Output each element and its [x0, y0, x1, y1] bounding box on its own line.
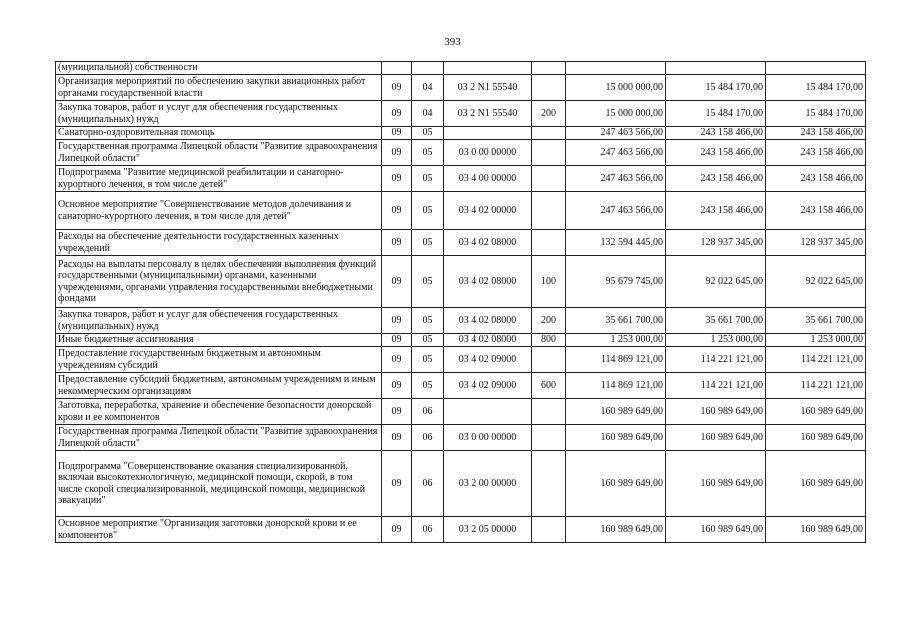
row-vr	[532, 140, 566, 166]
table-row	[56, 334, 866, 347]
row-sum-3: 160 989 649,00	[766, 517, 866, 543]
row-podrazdel: 05	[412, 166, 444, 192]
row-vr	[532, 62, 566, 75]
row-razdel	[382, 62, 412, 75]
row-sum-3: 243 158 466,00	[766, 166, 866, 192]
row-vr	[532, 127, 566, 140]
row-csr: 03 4 02 09000	[444, 373, 532, 399]
row-name: Заготовка, переработка, хранение и обеспечение безопасности донорской крови и ее компонентов	[56, 399, 382, 425]
row-sum-2: 1 253 000,00	[666, 334, 766, 347]
row-sum-1: 15 000 000,00	[566, 101, 666, 127]
row-sum-2: 35 661 700,00	[666, 308, 766, 334]
row-sum-1: 247 463 566,00	[566, 140, 666, 166]
row-sum-2: 114 221 121,00	[666, 347, 766, 373]
row-name: Закупка товаров, работ и услуг для обеспечения государственных (муниципальных) нужд	[56, 101, 382, 127]
table-row	[56, 373, 866, 399]
table-row	[56, 399, 866, 425]
row-sum-1: 160 989 649,00	[566, 451, 666, 517]
table-row	[56, 75, 866, 101]
row-sum-1: 247 463 566,00	[566, 192, 666, 230]
row-vr	[532, 399, 566, 425]
row-vr: 100	[532, 256, 566, 308]
row-sum-2: 15 484 170,00	[666, 101, 766, 127]
row-podrazdel: 04	[412, 101, 444, 127]
row-podrazdel: 05	[412, 127, 444, 140]
row-csr: 03 2 05 00000	[444, 517, 532, 543]
row-name: Подпрограмма "Развитие медицинской реабилитации и санаторно-курортного лечения, в том числе детей"	[56, 166, 382, 192]
row-name: Санаторно-оздоровительная помощь	[56, 127, 382, 140]
row-sum-1: 160 989 649,00	[566, 399, 666, 425]
row-podrazdel: 05	[412, 192, 444, 230]
row-csr: 03 4 02 08000	[444, 256, 532, 308]
row-sum-1	[566, 62, 666, 75]
row-csr: 03 2 N1 55540	[444, 75, 532, 101]
row-sum-2: 92 022 645,00	[666, 256, 766, 308]
row-name: Организация мероприятий по обеспечению закупки авиационных работ органами государственной власти	[56, 75, 382, 101]
row-razdel: 09	[382, 192, 412, 230]
table-row	[56, 101, 866, 127]
table-body	[56, 62, 866, 543]
row-sum-3: 1 253 000,00	[766, 334, 866, 347]
row-podrazdel: 06	[412, 517, 444, 543]
row-razdel: 09	[382, 75, 412, 101]
row-csr: 03 2 00 00000	[444, 451, 532, 517]
row-razdel: 09	[382, 166, 412, 192]
row-csr: 03 4 02 09000	[444, 347, 532, 373]
row-sum-1: 247 463 566,00	[566, 166, 666, 192]
row-podrazdel: 06	[412, 451, 444, 517]
table-row	[56, 127, 866, 140]
table-row	[56, 347, 866, 373]
row-razdel: 09	[382, 334, 412, 347]
row-razdel: 09	[382, 373, 412, 399]
row-sum-3: 243 158 466,00	[766, 192, 866, 230]
row-vr	[532, 230, 566, 256]
row-name: Предоставление субсидий бюджетным, автономным учреждениям и иным некоммерческим организациям	[56, 373, 382, 399]
row-vr	[532, 75, 566, 101]
row-name: Государственная программа Липецкой области "Развитие здравоохранения Липецкой области"	[56, 425, 382, 451]
row-razdel: 09	[382, 308, 412, 334]
row-sum-2: 15 484 170,00	[666, 75, 766, 101]
page-number: 393	[444, 36, 461, 48]
table-row	[56, 192, 866, 230]
row-sum-3: 160 989 649,00	[766, 425, 866, 451]
row-csr: 03 2 N1 55540	[444, 101, 532, 127]
row-sum-2: 160 989 649,00	[666, 451, 766, 517]
row-vr	[532, 166, 566, 192]
row-sum-1: 35 661 700,00	[566, 308, 666, 334]
budget-table	[55, 61, 866, 543]
row-name: Расходы на выплаты персоналу в целях обеспечения выполнения функций государственными (муниципальными) органами, казенными учреждениями, органами управления государственными внебюджетными фондами	[56, 256, 382, 308]
row-podrazdel: 05	[412, 140, 444, 166]
row-razdel: 09	[382, 399, 412, 425]
row-razdel: 09	[382, 230, 412, 256]
row-podrazdel: 06	[412, 425, 444, 451]
row-name: Основное мероприятие "Совершенствование методов долечивания и санаторно-курортного лечения, в том числе для детей"	[56, 192, 382, 230]
row-sum-3: 114 221 121,00	[766, 347, 866, 373]
row-razdel: 09	[382, 425, 412, 451]
row-vr	[532, 425, 566, 451]
row-razdel: 09	[382, 256, 412, 308]
row-vr: 200	[532, 308, 566, 334]
table-row	[56, 62, 866, 75]
row-podrazdel: 05	[412, 308, 444, 334]
row-podrazdel: 05	[412, 373, 444, 399]
row-vr	[532, 347, 566, 373]
row-sum-2: 114 221 121,00	[666, 373, 766, 399]
row-sum-2: 243 158 466,00	[666, 127, 766, 140]
row-csr: 03 4 02 08000	[444, 308, 532, 334]
row-podrazdel: 05	[412, 256, 444, 308]
row-sum-1: 1 253 000,00	[566, 334, 666, 347]
row-vr	[532, 451, 566, 517]
table-row	[56, 230, 866, 256]
row-name: Основное мероприятие "Организация заготовки донорской крови и ее компонентов"	[56, 517, 382, 543]
row-name: Государственная программа Липецкой области "Развитие здравоохранения Липецкой области"	[56, 140, 382, 166]
row-sum-3: 35 661 700,00	[766, 308, 866, 334]
row-sum-3: 243 158 466,00	[766, 140, 866, 166]
row-sum-3: 160 989 649,00	[766, 399, 866, 425]
row-razdel: 09	[382, 347, 412, 373]
row-sum-3: 15 484 170,00	[766, 75, 866, 101]
row-sum-1: 160 989 649,00	[566, 425, 666, 451]
row-sum-3: 160 989 649,00	[766, 451, 866, 517]
row-sum-1: 95 679 745,00	[566, 256, 666, 308]
row-sum-3	[766, 62, 866, 75]
row-name: Предоставление государственным бюджетным и автономным учреждениям субсидий	[56, 347, 382, 373]
row-vr	[532, 192, 566, 230]
row-name: Закупка товаров, работ и услуг для обеспечения государственных (муниципальных) нужд	[56, 308, 382, 334]
row-podrazdel: 04	[412, 75, 444, 101]
table-row	[56, 166, 866, 192]
row-razdel: 09	[382, 127, 412, 140]
table-row	[56, 425, 866, 451]
row-sum-2: 160 989 649,00	[666, 399, 766, 425]
row-razdel: 09	[382, 140, 412, 166]
row-sum-2	[666, 62, 766, 75]
row-sum-1: 132 594 445,00	[566, 230, 666, 256]
row-razdel: 09	[382, 101, 412, 127]
table-row	[56, 256, 866, 308]
row-vr: 600	[532, 373, 566, 399]
row-sum-2: 243 158 466,00	[666, 140, 766, 166]
row-name: Расходы на обеспечение деятельности государственных казенных учреждений	[56, 230, 382, 256]
row-csr: 03 4 02 08000	[444, 230, 532, 256]
row-vr	[532, 517, 566, 543]
row-podrazdel: 06	[412, 399, 444, 425]
table-row	[56, 308, 866, 334]
row-csr: 03 4 02 00000	[444, 192, 532, 230]
row-sum-3: 114 221 121,00	[766, 373, 866, 399]
row-sum-2: 160 989 649,00	[666, 425, 766, 451]
row-csr: 03 0 00 00000	[444, 140, 532, 166]
row-vr: 200	[532, 101, 566, 127]
row-csr: 03 0 00 00000	[444, 425, 532, 451]
row-podrazdel: 05	[412, 230, 444, 256]
row-razdel: 09	[382, 517, 412, 543]
table-row	[56, 140, 866, 166]
row-podrazdel: 05	[412, 347, 444, 373]
table-row	[56, 451, 866, 517]
row-csr: 03 4 02 08000	[444, 334, 532, 347]
row-csr	[444, 62, 532, 75]
row-name: Подпрограмма "Совершенствование оказания специализированной, включая высокотехнологичную, медицинской помощи, скорой, в том числе скорой специализированной, медицинской помощи, медицинской эвакуации"	[56, 451, 382, 517]
row-sum-2: 243 158 466,00	[666, 192, 766, 230]
row-sum-2: 160 989 649,00	[666, 517, 766, 543]
row-razdel: 09	[382, 451, 412, 517]
row-sum-2: 128 937 345,00	[666, 230, 766, 256]
row-podrazdel: 05	[412, 334, 444, 347]
row-csr: 03 4 00 00000	[444, 166, 532, 192]
row-sum-3: 15 484 170,00	[766, 101, 866, 127]
row-sum-1: 114 869 121,00	[566, 347, 666, 373]
row-sum-1: 15 000 000,00	[566, 75, 666, 101]
row-csr	[444, 399, 532, 425]
row-sum-3: 92 022 645,00	[766, 256, 866, 308]
row-sum-3: 128 937 345,00	[766, 230, 866, 256]
row-csr	[444, 127, 532, 140]
row-sum-2: 243 158 466,00	[666, 166, 766, 192]
table-row	[56, 517, 866, 543]
row-name: (муниципальной) собственности	[56, 62, 382, 75]
row-sum-1: 114 869 121,00	[566, 373, 666, 399]
row-podrazdel	[412, 62, 444, 75]
row-sum-1: 160 989 649,00	[566, 517, 666, 543]
row-sum-3: 243 158 466,00	[766, 127, 866, 140]
row-name: Иные бюджетные ассигнования	[56, 334, 382, 347]
row-vr: 800	[532, 334, 566, 347]
row-sum-1: 247 463 566,00	[566, 127, 666, 140]
